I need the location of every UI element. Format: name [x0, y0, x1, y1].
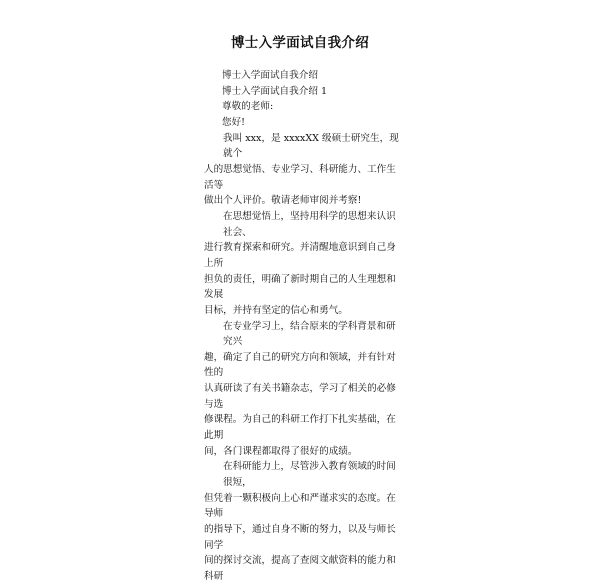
document-body [204, 68, 400, 585]
paragraph-line: 做出个人评价。敬请老师审阅并考察! [204, 195, 362, 207]
paragraph-line: 我叫 xxx，是 xxxxXX 级硕士研究生，现就个 [223, 132, 399, 160]
paragraph-research [204, 459, 400, 584]
paragraph-line: 担负的责任，明确了新时期自己的人生理想和发展 [204, 273, 396, 301]
paragraph-ideology [204, 209, 400, 319]
paragraph-line: 在思想觉悟上，坚持用科学的思想来认识社会、 [223, 210, 396, 238]
heading-line: 博士入学面试自我介绍 [222, 70, 318, 81]
paragraph-line: 进行教育探索和研究。并清醒地意识到自己身上所 [204, 242, 396, 269]
paragraph-line: 间，各门课程都取得了很好的成绩。 [204, 445, 358, 457]
salutation-line: 尊敬的老师: [222, 101, 274, 113]
paragraph-line: 修课程。为自己的科研工作打下扎实基础，在此期 [204, 414, 396, 442]
paragraph-study [204, 319, 400, 460]
document-title: 博士入学面试自我介绍 [231, 35, 369, 51]
paragraph-line: 认真研读了有关书籍杂志，学习了相关的必修与选 [204, 383, 396, 410]
heading-line: 博士入学面试自我介绍 1 [222, 85, 328, 97]
paragraph-line: 间的探讨交流，提高了查阅文献资料的能力和科研 [204, 555, 396, 582]
paragraph-line: 的指导下，通过自身不断的努力，以及与师长同学 [204, 524, 396, 551]
paragraph-intro [204, 131, 400, 209]
greeting-line: 您好! [222, 116, 246, 128]
paragraph-line: 人的思想觉悟、专业学习、科研能力、工作生活等 [204, 163, 396, 191]
paragraph-line: 在专业学习上，结合原来的学科背景和研究兴 [223, 320, 396, 348]
paragraph-line: 在科研能力上，尽管涉入教育领域的时间很短， [223, 461, 396, 489]
paragraph-line: 目标，并持有坚定的信心和勇气。 [204, 304, 348, 316]
paragraph-line: 趣，确定了自己的研究方向和领域，并有针对性的 [204, 351, 396, 379]
paragraph-line: 但凭着一颗积极向上心和严谨求实的态度。在导师 [204, 492, 396, 520]
